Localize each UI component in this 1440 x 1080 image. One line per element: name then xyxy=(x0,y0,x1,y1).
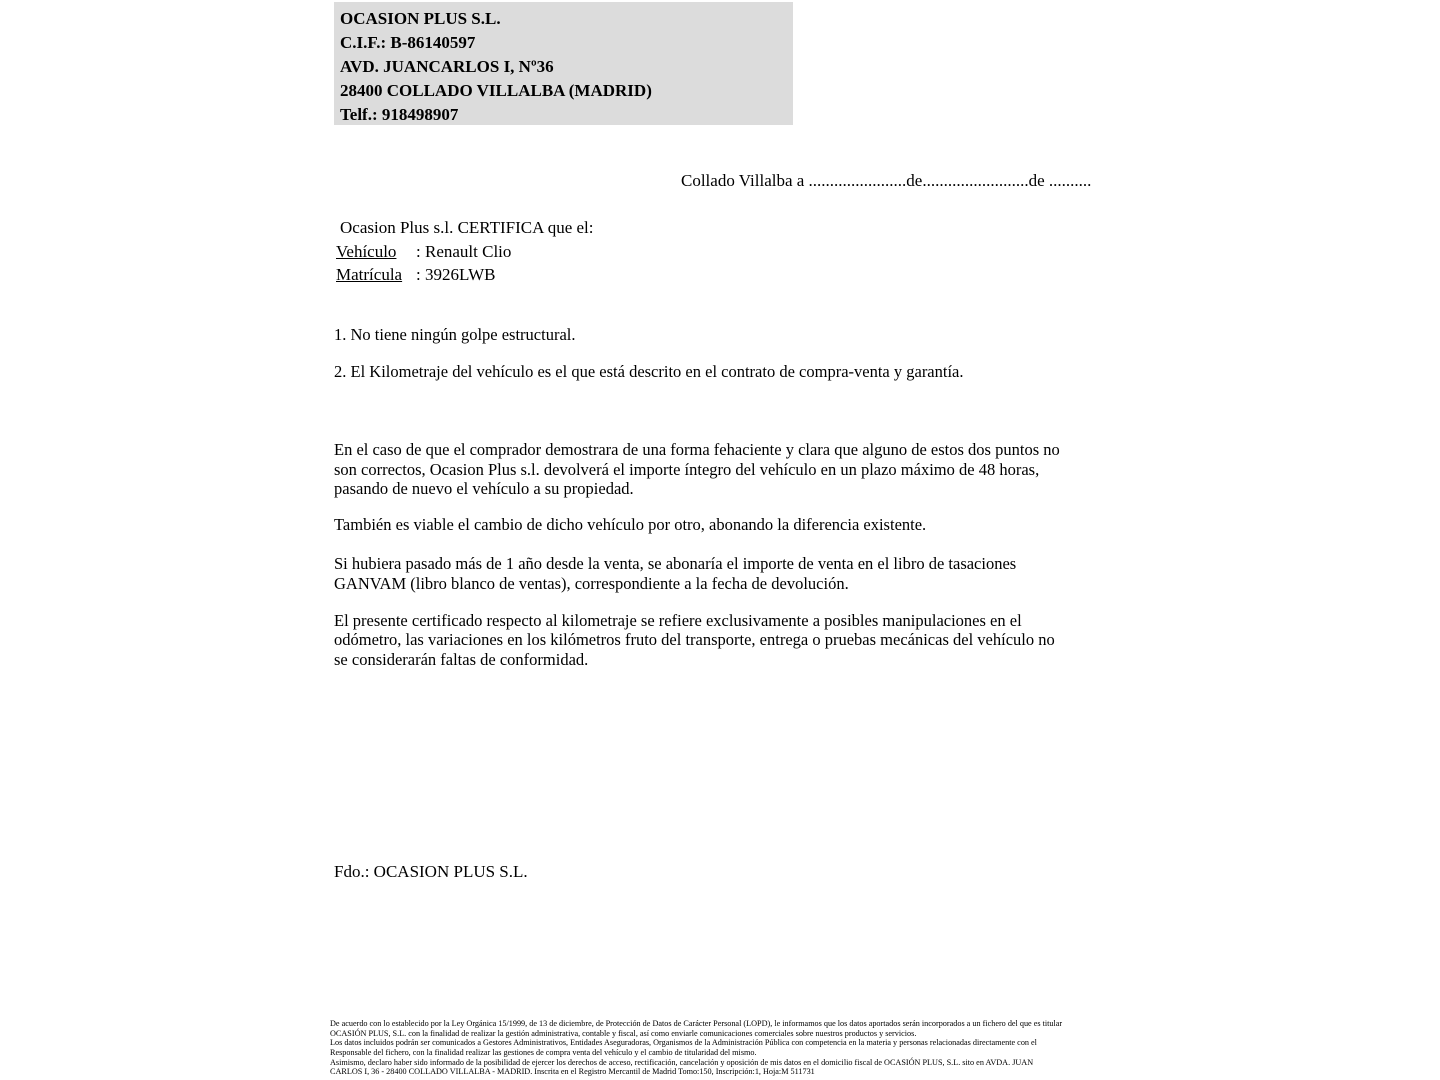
paragraph-exchange: También es viable el cambio de dicho vehículo por otro, abonando la diferencia existente. xyxy=(334,514,927,534)
signature-line: Fdo.: OCASION PLUS S.L. xyxy=(334,862,528,881)
vehicle-value: Renault Clio xyxy=(424,241,512,261)
date-fill-in-line: Collado Villalba a .......................de.........................de .......... xyxy=(681,171,1092,190)
company-name: OCASION PLUS S.L. xyxy=(340,9,501,28)
legal-line-6: CARLOS I, 36 - 28400 COLLADO VILLALBA - MADRID. Inscrita en el Registro Mercantil de Madrid Tomo:150, Inscripción:1, Hoja:M 511731 xyxy=(330,1067,815,1077)
point-2: 2. El Kilometraje del vehículo es el que está descrito en el contrato de compra-venta y garantía. xyxy=(334,362,964,381)
company-phone: Telf.: 918498907 xyxy=(340,105,459,124)
legal-footer xyxy=(330,1019,1062,1077)
plate-separator: : xyxy=(416,265,425,284)
legal-line-5: Asimismo, declaro haber sido informado de la posibilidad de ejercer los derechos de acceso, rectificación, cancelación y oposición de mis datos en el domicilio fiscal de OCASIÓN PLUS, S.L. sito en AVDA. JUAN xyxy=(330,1057,1034,1067)
legal-line-1: De acuerdo con lo establecido por la Ley Orgánica 15/1999, de 13 de diciembre, de Protección de Datos de Carácter Personal (LOPD), le informamos que los datos aportados serán incorporados a un fichero del que es titular xyxy=(330,1019,1063,1028)
plate-label: Matrícula xyxy=(336,265,403,284)
company-city: 28400 COLLADO VILLALBA (MADRID) xyxy=(340,81,652,100)
company-cif: C.I.F.: B-86140597 xyxy=(340,33,476,52)
vehicle-label: Vehículo xyxy=(336,241,397,261)
company-address: AVD. JUANCARLOS I, Nº36 xyxy=(340,57,554,76)
legal-line-4: Responsable del fichero, con la finalidad realizar las gestiones de compra venta del vehículo y el cambio de titularidad del mismo. xyxy=(330,1047,757,1057)
certificate-block xyxy=(336,216,594,287)
company-header-box xyxy=(334,2,793,125)
legal-line-2: OCASIÓN PLUS, S.L. con la finalidad de realizar la gestión administrativa, contable y fiscal, así como enviarle comunicaciones comerciales sobre nuestros productos y servicios. xyxy=(330,1028,917,1038)
vehicle-separator: : xyxy=(416,241,425,261)
paragraph-odometer: El presente certificado respecto al kilometraje se refiere exclusivamente a posibles manipulaciones en el odómetro, las variaciones en los kilómetros fruto del transporte, entrega o pruebas mecánicas del vehículo no se considerarán faltas de conformidad. xyxy=(334,610,1055,669)
plate-value: 3926LWB xyxy=(424,265,496,284)
certificate-intro: Ocasion Plus s.l. CERTIFICA que el: xyxy=(340,218,594,237)
legal-line-3: Los datos incluidos podrán ser comunicados a Gestores Administrativos, Entidades Aseguradoras, Organismos de la Administración Pública con competencia en la materia y personas relacionadas directamente con el xyxy=(330,1038,1037,1048)
plate-field xyxy=(336,263,594,287)
paragraph-ganvam: Si hubiera pasado más de 1 año desde la venta, se abonaría el importe de venta en el libro de tasaciones GANVAM (libro blanco de ventas), correspondiente a la fecha de devolución. xyxy=(334,554,1017,593)
certification-points xyxy=(334,325,964,382)
paragraph-refund: En el caso de que el comprador demostrara de una forma fehaciente y clara que alguno de estos dos puntos no son correctos, Ocasion Plus s.l. devolverá el importe íntegro del vehículo en un plazo máximo de 48 horas, pasando de nuevo el vehículo a su propiedad. xyxy=(334,440,1060,499)
body-paragraphs xyxy=(334,440,1060,685)
point-1: 1. No tiene ningún golpe estructural. xyxy=(334,325,576,344)
vehicle-field xyxy=(336,240,594,264)
